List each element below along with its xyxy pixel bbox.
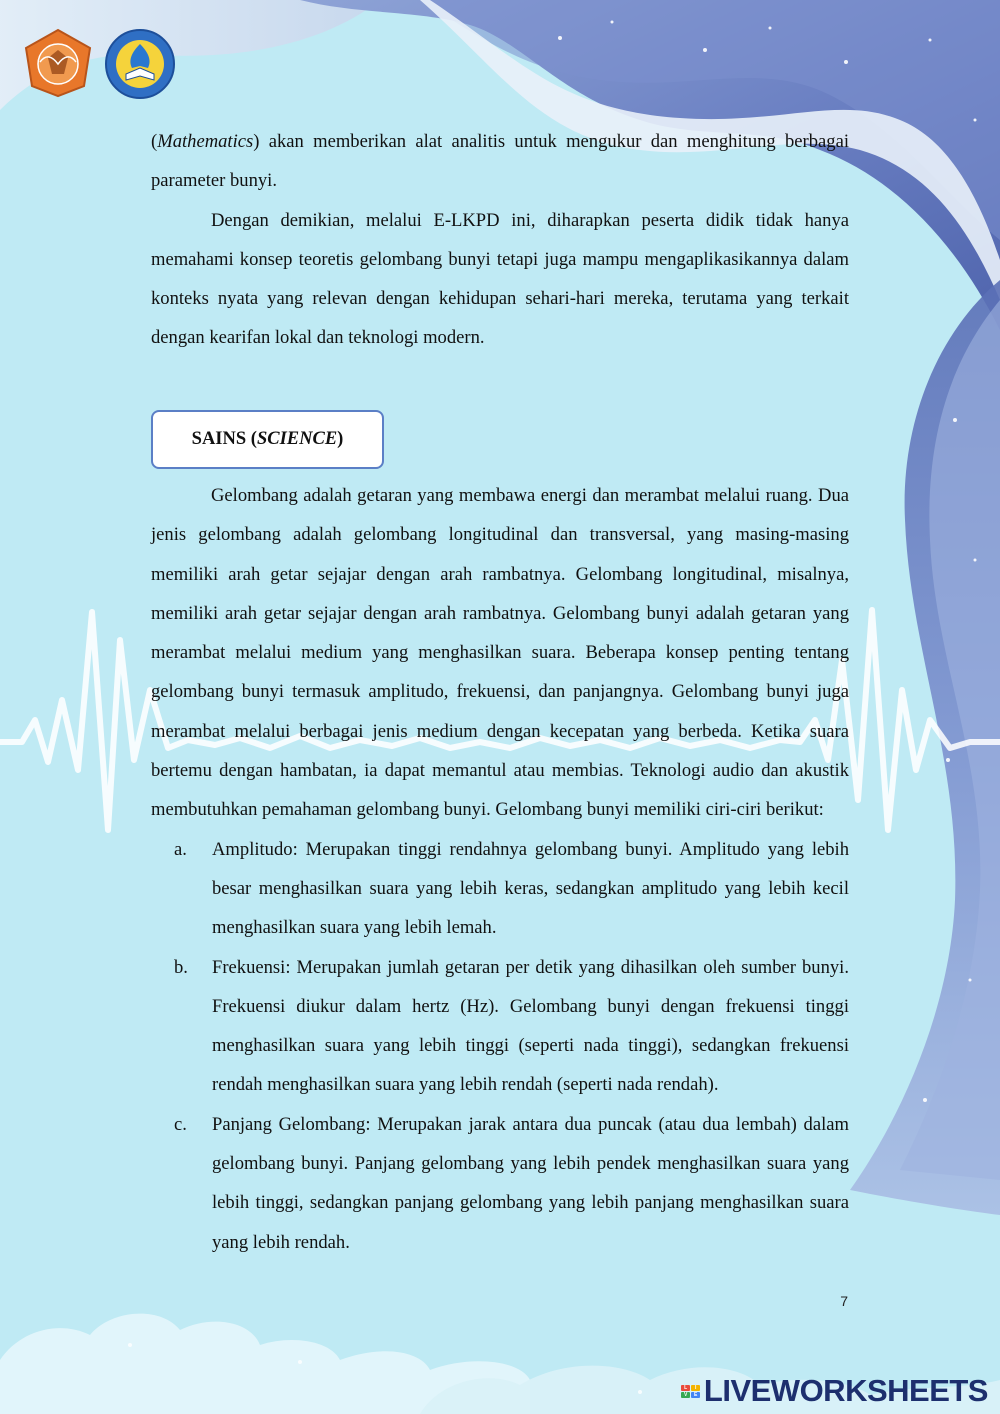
list-item-text: Panjang Gelombang: Merupakan jarak antara dua puncak (atau dua lembah) dalam gelombang bunyi. Panjang gelombang yang lebih pendek menghasilkan suara yang lebih tinggi, sedangkan panjang gelombang yang lebih panjang menghasilkan suara yang lebih rendah. — [212, 1113, 849, 1253]
science-section — [151, 476, 849, 1262]
list-marker: b. — [174, 956, 188, 978]
list-item-text: Frekuensi: Merupakan jumlah getaran per detik yang dihasilkan oleh sumber bunyi. Frekuensi diukur dalam hertz (Hz). Gelombang bunyi dengan frekuensi tinggi menghasilkan suara yang lebih tinggi (seperti nada tinggi), sedangkan frekuensi rendah menghasilkan suara yang lebih rendah (seperti nada rendah). — [212, 956, 849, 1096]
tut-wuri-handayani-logo — [104, 28, 176, 100]
list-item — [151, 948, 849, 1105]
intro-section — [151, 122, 849, 358]
liveworksheets-watermark — [681, 1373, 988, 1409]
intro-paragraph-1: (Mathematics) akan memberikan alat analitis untuk mengukur dan menghitung berbagai parameter bunyi. — [151, 131, 849, 192]
university-logo — [22, 28, 94, 98]
page-number: 7 — [840, 1293, 848, 1309]
liveworksheets-brand: LIVEWORKSHEETS — [703, 1373, 988, 1408]
characteristics-list — [151, 830, 849, 1262]
list-item — [151, 1105, 849, 1262]
section-title-box — [151, 410, 384, 469]
list-item-text: Amplitudo: Merupakan tinggi rendahnya gelombang bunyi. Amplitudo yang lebih besar menghasilkan suara yang lebih keras, sedangkan amplitudo yang lebih kecil menghasilkan suara yang lebih lemah. — [212, 838, 849, 939]
liveworksheets-icon: L I V E — [681, 1385, 700, 1398]
intro-paragraph-1-text: ) akan memberikan alat analitis untuk mengukur dan menghitung berbagai parameter bunyi. — [151, 131, 849, 192]
section-title: SAINS (SCIENCE) — [191, 429, 344, 449]
list-item — [151, 830, 849, 948]
intro-paragraph-2: Dengan demikian, melalui E-LKPD ini, diharapkan peserta didik tidak hanya memahami konsep teoretis gelombang bunyi tetapi juga mampu mengaplikasikannya dalam konteks nyata yang relevan dengan kehidupan sehari-hari mereka, terutama yang terkait dengan kearifan lokal dan teknologi modern. — [151, 209, 849, 349]
intro-italic-term: Mathematics — [157, 131, 254, 152]
list-marker: a. — [174, 838, 187, 860]
science-paragraph: Gelombang adalah getaran yang membawa energi dan merambat melalui ruang. Dua jenis gelombang adalah gelombang longitudinal dan transversal, yang masing-masing memiliki arah getar sejajar dengan arah rambatnya. Gelombang longitudinal, misalnya, memiliki arah getar sejajar dengan arah rambatnya. Gelombang bunyi adalah getaran yang merambat melalui medium yang menghasilkan suara. Beberapa konsep penting tentang gelombang bunyi termasuk amplitudo, frekuensi, dan panjangnya. Gelombang bunyi juga merambat melalui berbagai jenis medium dengan kecepatan yang berbeda. Ketika suara bertemu dengan hambatan, ia dapat memantul atau membias. Teknologi audio dan akustik membutuhkan pemahaman gelombang bunyi. Gelombang bunyi memiliki ciri-ciri berikut: — [151, 485, 849, 821]
list-marker: c. — [174, 1113, 187, 1135]
